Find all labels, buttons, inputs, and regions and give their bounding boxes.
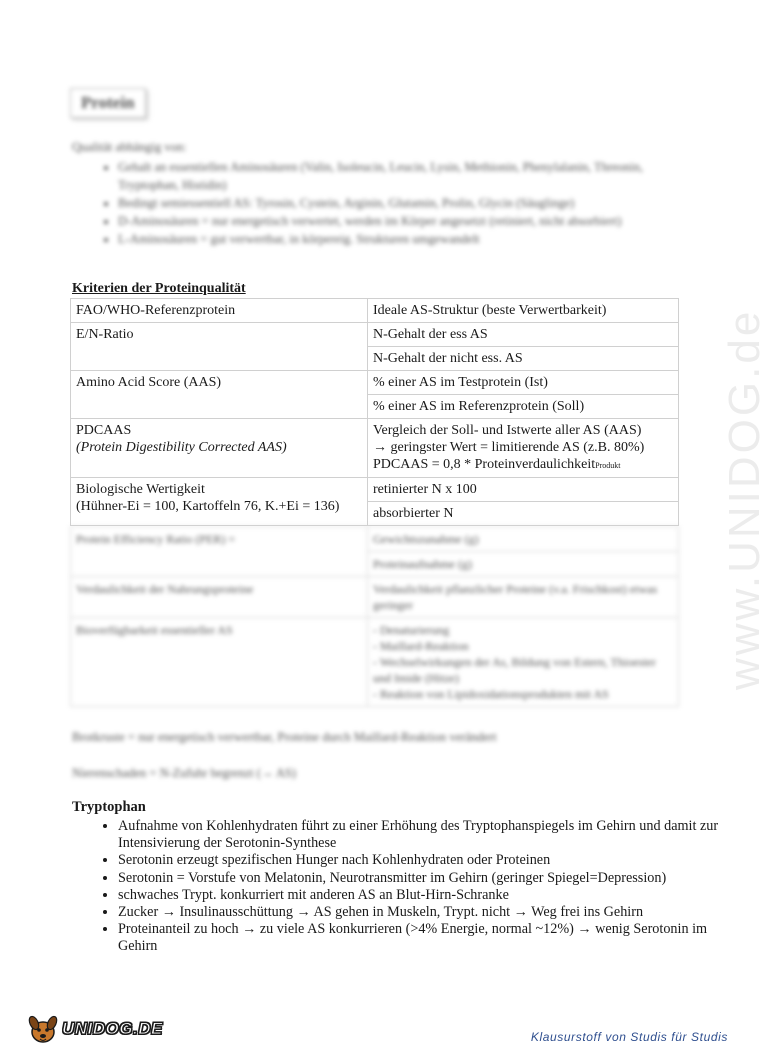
table-cell: Bioverfügbarkeit essentieller AS bbox=[71, 618, 368, 707]
page-title bbox=[70, 88, 146, 118]
table-cell: N-Gehalt der nicht ess. AS bbox=[368, 347, 679, 371]
pdcaas-line: Vergleich der Soll- und Istwerte aller AS (AAS) bbox=[373, 423, 642, 438]
table-row bbox=[71, 527, 679, 552]
list-item: • schwaches Trypt. konkurriert mit anderen AS an Blut-Hirn-Schranke bbox=[118, 887, 728, 904]
table-cell: Protein Efficiency Ratio (PER) = bbox=[71, 527, 368, 577]
intro-lead: Qualität abhängig von: bbox=[72, 140, 187, 154]
criteria-heading: Kriterien der Proteinqualität bbox=[72, 281, 246, 296]
table-cell: absorbierter N bbox=[368, 502, 679, 526]
list-item: - Wechselwirkungen der As, Bildung von Estern, Thioester und Imide (Hitze) bbox=[373, 655, 656, 685]
tryptophan-list bbox=[72, 818, 728, 956]
pdcaas-formula-subscript: Produkt bbox=[595, 461, 621, 470]
table-cell bbox=[368, 419, 679, 478]
criteria-table bbox=[70, 298, 679, 526]
table-cell: retinierter N x 100 bbox=[368, 478, 679, 502]
watermark: www.UNIDOG.de bbox=[720, 308, 769, 690]
pdcaas-formula-text: PDCAAS = 0,8 * Proteinverdaulichkeit bbox=[373, 457, 596, 472]
list-item: • Gehalt an essentiellen Aminosäuren (Valin, Isoleucin, Leucin, Lysin, Methionin, Phenylalanin, Threonin, Tryptophan, Histidin) bbox=[118, 158, 672, 194]
pdcaas-title: PDCAAS bbox=[76, 423, 132, 438]
list-item: • Zucker → Insulinausschüttung → AS gehen in Muskeln, Trypt. nicht → Weg frei ins Gehirn bbox=[118, 904, 728, 921]
blurred-table bbox=[70, 526, 679, 707]
tryptophan-heading: Tryptophan bbox=[72, 799, 146, 815]
dog-icon bbox=[26, 1012, 60, 1046]
table-cell: Ideale AS-Struktur (beste Verwertbarkeit) bbox=[368, 299, 679, 323]
unidog-logo[interactable] bbox=[26, 1012, 163, 1046]
table-row bbox=[71, 371, 679, 395]
table-cell bbox=[368, 618, 679, 707]
footer-tagline: Klausurstoff von Studis für Studis bbox=[530, 1030, 728, 1044]
logo-text: UNIDOG.DE bbox=[62, 1019, 163, 1038]
table-cell: Gewichtszunahme (g) bbox=[368, 527, 679, 552]
bio-subtitle: (Hühner-Ei = 100, Kartoffeln 76, K.+Ei = 136) bbox=[76, 499, 340, 514]
page-title-text: Protein bbox=[81, 93, 135, 112]
table-row bbox=[71, 618, 679, 707]
table-cell bbox=[71, 419, 368, 478]
list-item: • Proteinanteil zu hoch → zu viele AS konkurrieren (>4% Energie, normal ~12%) → wenig Serotonin im Gehirn bbox=[118, 921, 728, 955]
list-item: • Serotonin erzeugt spezifischen Hunger nach Kohlenhydraten oder Proteinen bbox=[118, 852, 728, 869]
table-cell: % einer AS im Testprotein (Ist) bbox=[368, 371, 679, 395]
list-item: - Denaturierung bbox=[373, 623, 450, 637]
table-cell: Proteinaufnahme (g) bbox=[368, 552, 679, 577]
table-cell: E/N-Ratio bbox=[71, 323, 368, 371]
table-cell bbox=[71, 478, 368, 526]
table-cell: Verdaulichkeit der Nahrungsproteine bbox=[71, 577, 368, 618]
blurred-paragraph: Nierenschaden = N-Zufuhr begrenzt (→ AS) bbox=[72, 766, 296, 780]
intro-list bbox=[72, 158, 672, 248]
bio-title: Biologische Wertigkeit bbox=[76, 482, 205, 497]
table-row bbox=[71, 478, 679, 502]
list-item: - Reaktion von Lipidoxidationsprodukten mit AS bbox=[373, 687, 609, 701]
table-row bbox=[71, 419, 679, 478]
list-item: - Maillard-Reaktion bbox=[373, 639, 469, 653]
intro-section bbox=[72, 138, 672, 248]
table-cell: N-Gehalt der ess AS bbox=[368, 323, 679, 347]
list-item: • Aufnahme von Kohlenhydraten führt zu einer Erhöhung des Tryptophanspiegels im Gehirn und damit zur Intensivierung der Serotonin-Synthese bbox=[118, 818, 728, 852]
list-item: • L-Aminosäuren = gut verwertbar, in körpereig. Strukturen umgewandelt bbox=[118, 230, 672, 248]
table-row bbox=[71, 577, 679, 618]
list-item: • D-Aminosäuren = nur energetisch verwertet, werden im Körper angesetzt (retiniert, nicht absorbiert) bbox=[118, 212, 672, 230]
pdcaas-subtitle: (Protein Digestibility Corrected AAS) bbox=[76, 440, 287, 455]
table-row bbox=[71, 323, 679, 347]
table-row bbox=[71, 299, 679, 323]
blurred-paragraph: Brotkruste = nur energetisch verwertbar, Proteine durch Maillard-Reaktion verändert bbox=[72, 730, 497, 744]
pdcaas-formula bbox=[373, 456, 673, 474]
pdcaas-line: → geringster Wert = limitierende AS (z.B. 80%) bbox=[373, 440, 645, 455]
list-item: • Bedingt semiessentiell AS: Tyrosin, Cystein, Arginin, Glutamin, Prolin, Glycin (Säuglinge) bbox=[118, 194, 672, 212]
table-cell: Amino Acid Score (AAS) bbox=[71, 371, 368, 419]
table-cell: % einer AS im Referenzprotein (Soll) bbox=[368, 395, 679, 419]
list-item: • Serotonin = Vorstufe von Melatonin, Neurotransmitter im Gehirn (geringer Spiegel=Depression) bbox=[118, 870, 728, 887]
table-cell: FAO/WHO-Referenzprotein bbox=[71, 299, 368, 323]
table-cell: Verdaulichkeit pflanzlicher Proteine (v.a. Frischkost) etwas geringer bbox=[368, 577, 679, 618]
